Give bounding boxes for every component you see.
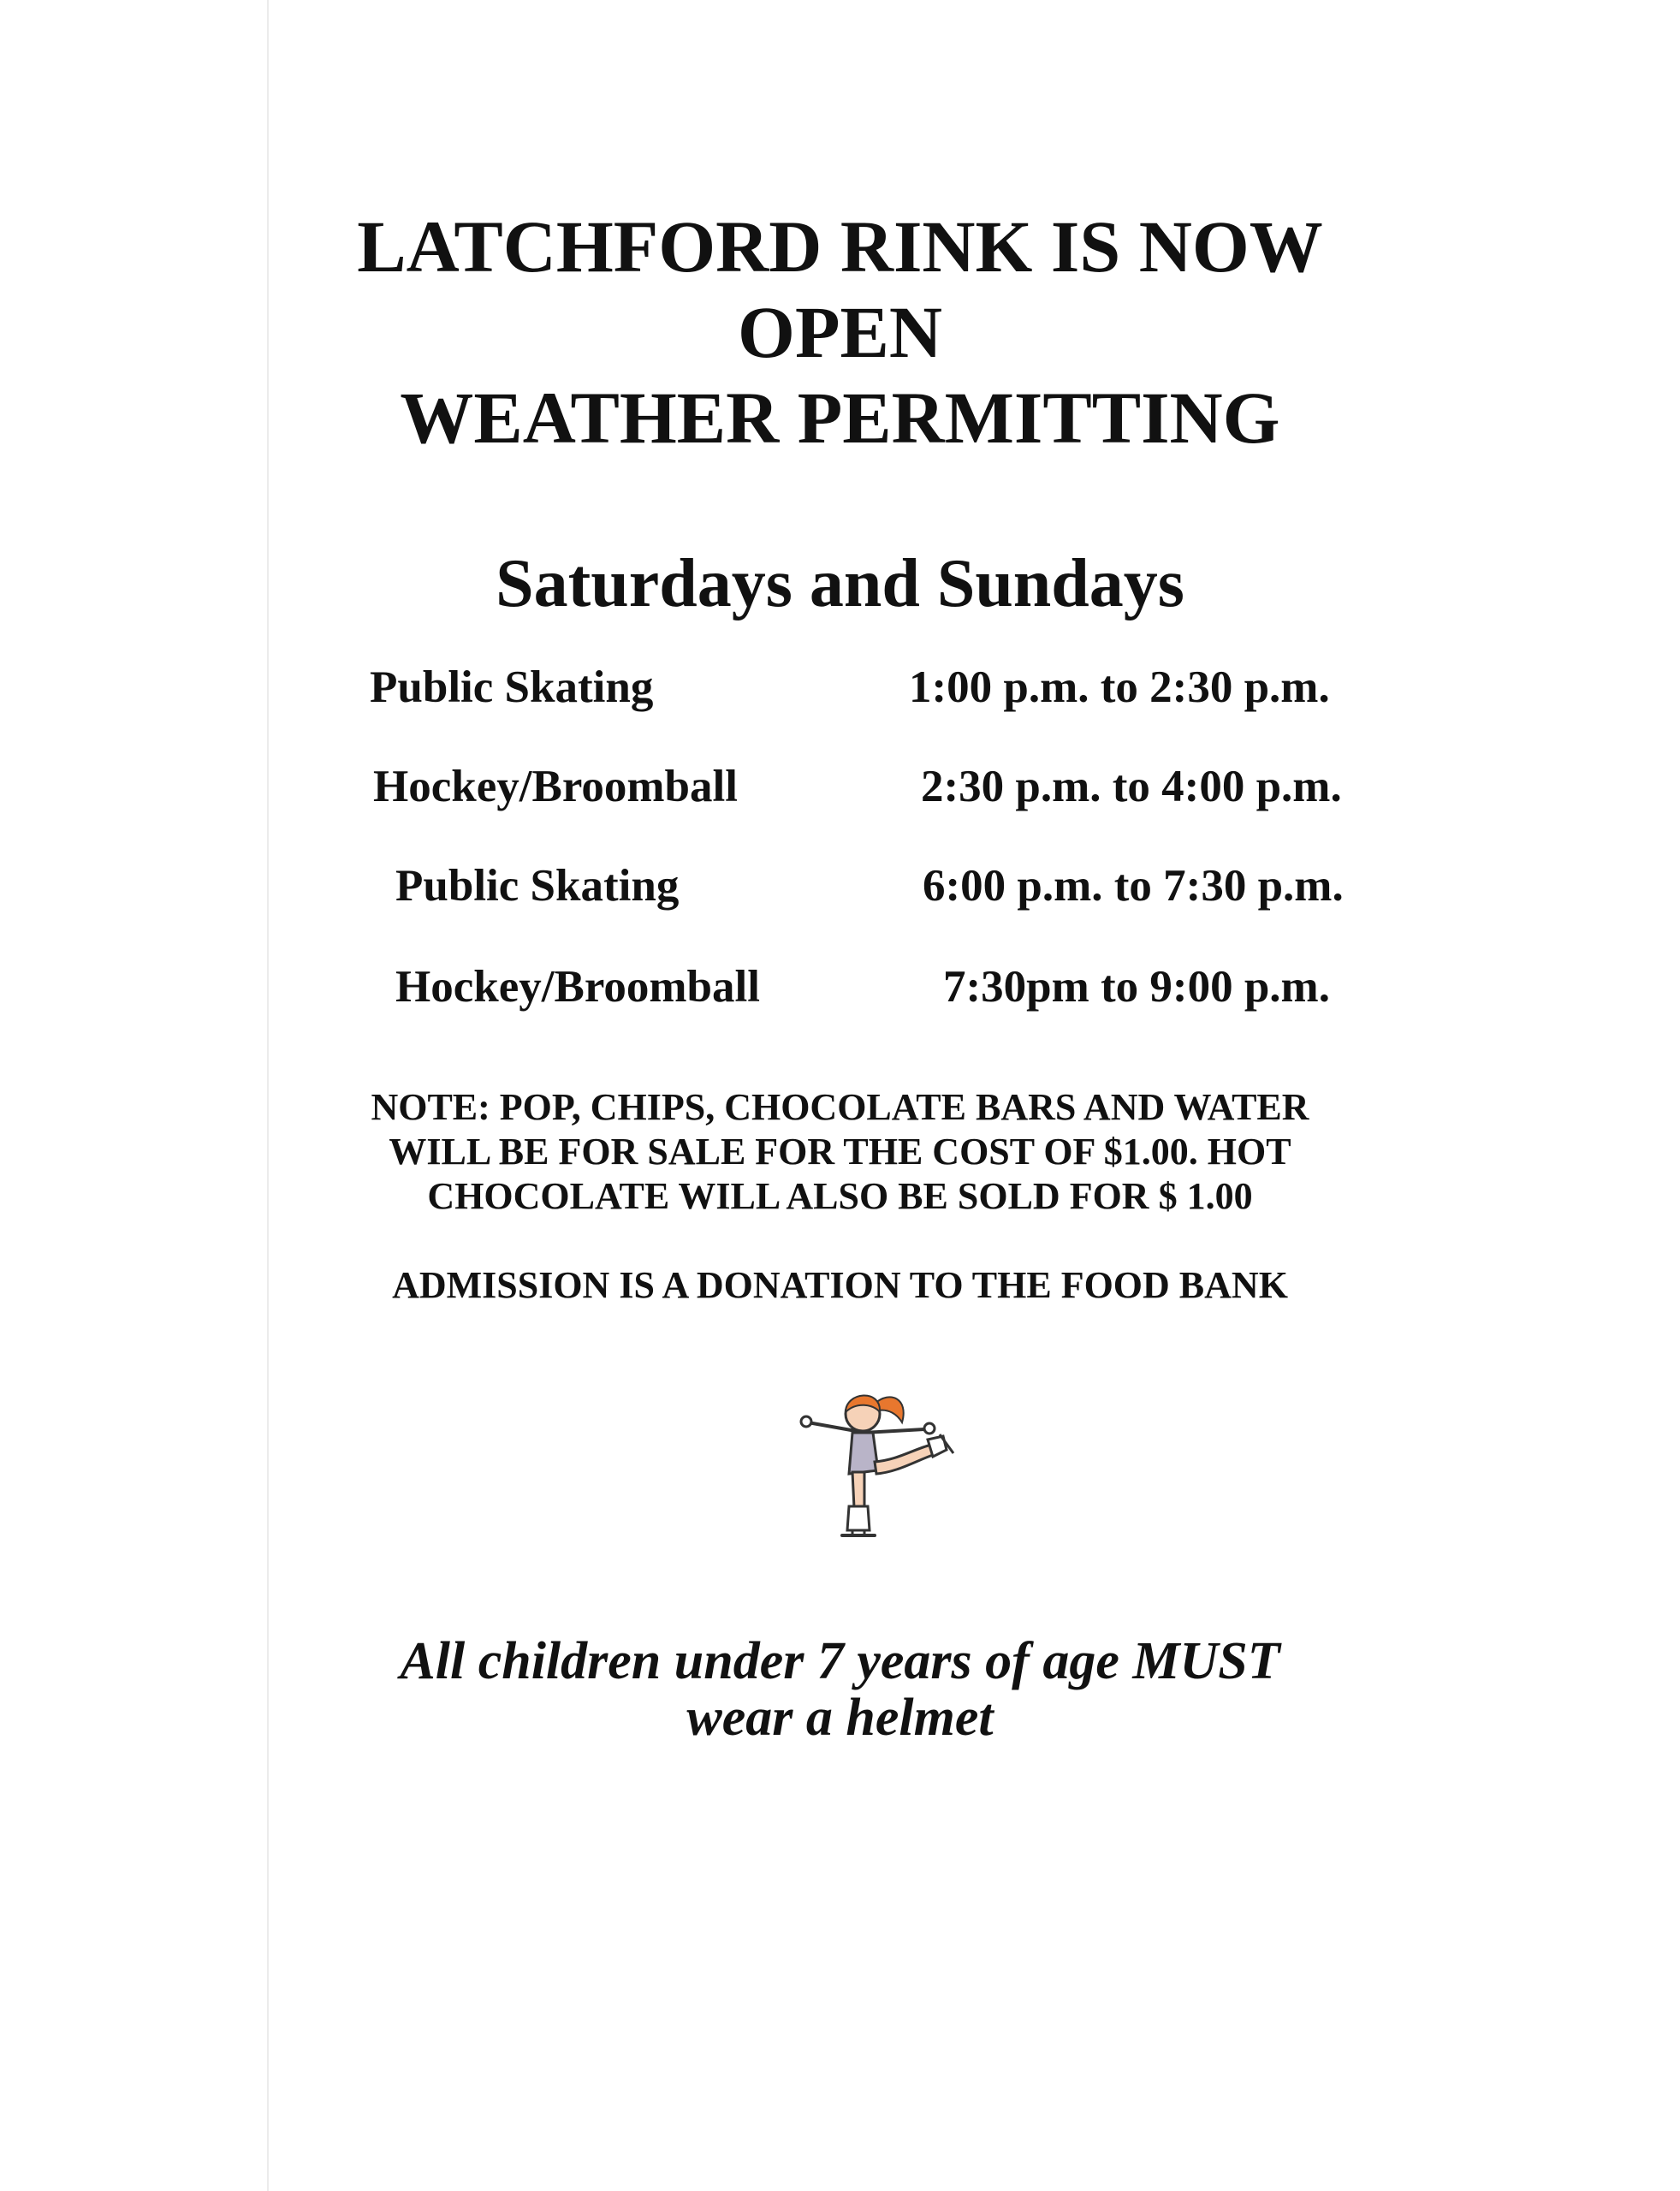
days-subheading: Saturdays and Sundays <box>496 546 1184 621</box>
note-line: WILL BE FOR SALE FOR THE COST OF $1.00. HOT <box>389 1131 1291 1173</box>
note-line: CHOCOLATE WILL ALSO BE SOLD FOR $ 1.00 <box>427 1175 1253 1217</box>
schedule-activity: Public Skating <box>395 861 680 911</box>
heading-line: WEATHER PERMITTING <box>400 377 1280 459</box>
schedule-time: 1:00 p.m. to 2:30 p.m. <box>909 662 1330 712</box>
schedule-time: 6:00 p.m. to 7:30 p.m. <box>923 861 1344 911</box>
schedule-activity: Public Skating <box>370 662 654 712</box>
figure-skater-icon <box>796 1380 967 1551</box>
note-line: NOTE: POP, CHIPS, CHOCOLATE BARS AND WATER <box>371 1086 1309 1128</box>
heading-line: LATCHFORD RINK IS NOW <box>357 205 1323 288</box>
helmet-requirement <box>0 1633 1680 1746</box>
heading-line: OPEN <box>738 291 942 373</box>
schedule-activity: Hockey/Broomball <box>373 762 738 811</box>
helmet-line: All children under 7 years of age MUST <box>400 1632 1280 1690</box>
schedule-time: 2:30 p.m. to 4:00 p.m. <box>921 762 1342 811</box>
concession-note <box>0 1085 1680 1219</box>
schedule-time: 7:30pm to 9:00 p.m. <box>943 962 1330 1012</box>
admission-note: ADMISSION IS A DONATION TO THE FOOD BANK <box>392 1264 1288 1306</box>
schedule-activity: Hockey/Broomball <box>395 962 760 1012</box>
helmet-line: wear a helmet <box>686 1689 994 1747</box>
rink-open-heading <box>0 204 1680 460</box>
